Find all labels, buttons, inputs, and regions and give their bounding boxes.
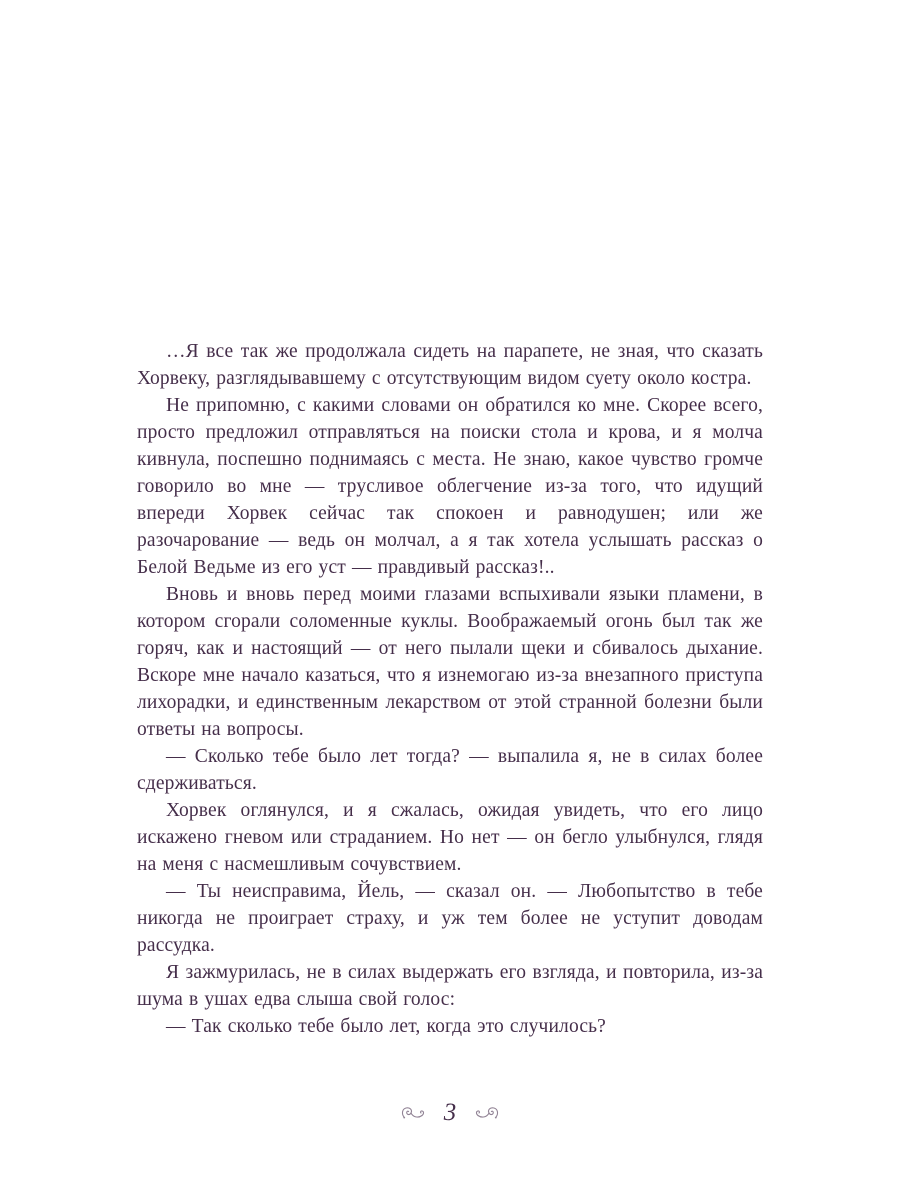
paragraph: Вновь и вновь перед моими глазами вспыхивали языки пламени, в котором сгорали соломенные куклы. Воображаемый огонь был так же горяч, как и настоящий — от него пылали щеки и сбивалось дыхание. Вскоре мне начало казаться, что я изнемогаю из-за внезапного приступа лихорадки, и единственным лекарством от этой странной болезни были ответы на вопросы. bbox=[137, 584, 763, 740]
paragraph: Хорвек оглянулся, и я сжалась, ожидая увидеть, что его лицо искажено гневом или страданием. Но нет — он бегло улыбнулся, глядя на меня с насмешливым сочувствием. bbox=[137, 800, 763, 875]
page-text-block bbox=[137, 338, 763, 1040]
paragraph-dialogue: — Сколько тебе было лет тогда? — выпалила я, не в силах более сдерживаться. bbox=[137, 746, 763, 794]
floral-ornament-left-icon bbox=[400, 1104, 426, 1122]
page-footer bbox=[0, 1098, 900, 1128]
paragraph-dialogue: — Так сколько тебе было лет, когда это случилось? bbox=[166, 1016, 606, 1037]
paragraph: Не припомню, с какими словами он обратился ко мне. Скорее всего, просто предложил отправляться на поиски стола и крова, и я молча кивнула, поспешно поднимаясь с места. Не знаю, какое чувство громче говорило во мне — трусливое облегчение из-за того, что идущий впереди Хорвек сейчас так спокоен и равнодушен; или же разочарование — ведь он молчал, а я так хотела услышать рассказ о Белой Ведьме из его уст — правдивый рассказ!.. bbox=[137, 395, 763, 578]
page-number: 3 bbox=[443, 1099, 457, 1126]
paragraph-dialogue: — Ты неисправима, Йель, — сказал он. — Любопытство в тебе никогда не проиграет страху, и уж тем более не уступит доводам рассудка. bbox=[137, 881, 763, 956]
paragraph: Я зажмурилась, не в силах выдержать его взгляда, и повторила, из-за шума в ушах едва слыша свой голос: bbox=[137, 962, 763, 1010]
floral-ornament-right-icon bbox=[474, 1104, 500, 1122]
paragraph: …Я все так же продолжала сидеть на парапете, не зная, что сказать Хорвеку, разглядывавшему с отсутствующим видом суету около костра. bbox=[137, 341, 763, 389]
